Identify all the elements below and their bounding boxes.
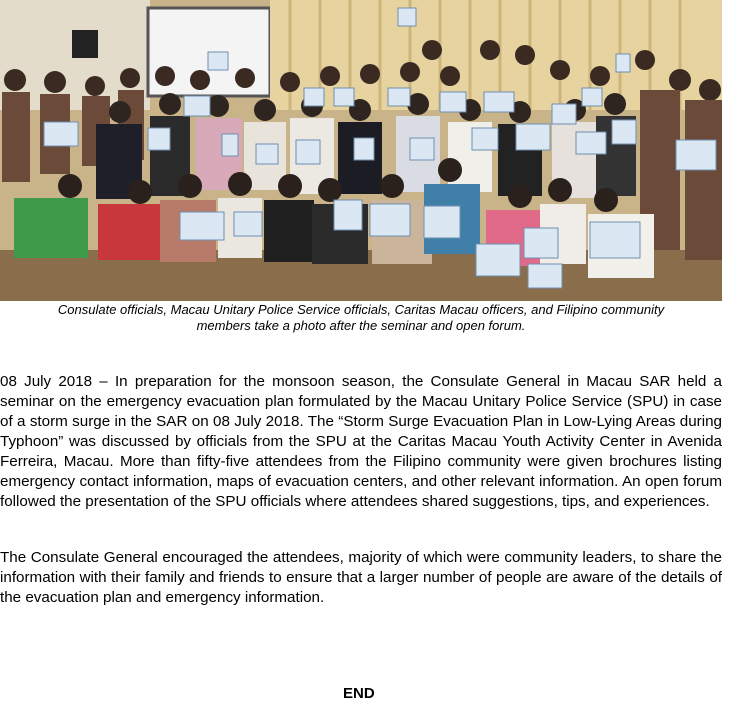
caption-line-1: Consulate officials, Macau Unitary Police Service officials, Caritas Macau officers, and Filipino community: [57, 302, 665, 317]
group-photo: [0, 0, 722, 301]
caption-line-2: members take a photo after the seminar and open forum.: [196, 318, 526, 333]
photo-caption: [0, 302, 722, 334]
article-paragraph-1: 08 July 2018 – In preparation for the monsoon season, the Consulate General in Macau SAR held a seminar on the emergency evacuation plan formulated by the Macau Unitary Police Service (SPU) in case of a storm surge in the SAR on 08 July 2018. The “Storm Surge Evacuation Plan in Low-Lying Areas during Typhoon” was discussed by officials from the SPU at the Caritas Macau Youth Activity Center in Avenida Ferreira, Macau. More than fifty-five attendees from the Filipino community were given brochures listing emergency contact information, maps of evacuation centers, and other relevant information. An open forum followed the presentation of the SPU officials where attendees shared suggestions, tips, and experiences.: [0, 373, 722, 510]
article-paragraph-2: The Consulate General encouraged the attendees, majority of which were community leaders, to share the information with their family and friends to ensure that a larger number of people are aware of the details of the evacuation plan and emergency information.: [0, 549, 722, 606]
end-marker: END: [343, 685, 375, 702]
